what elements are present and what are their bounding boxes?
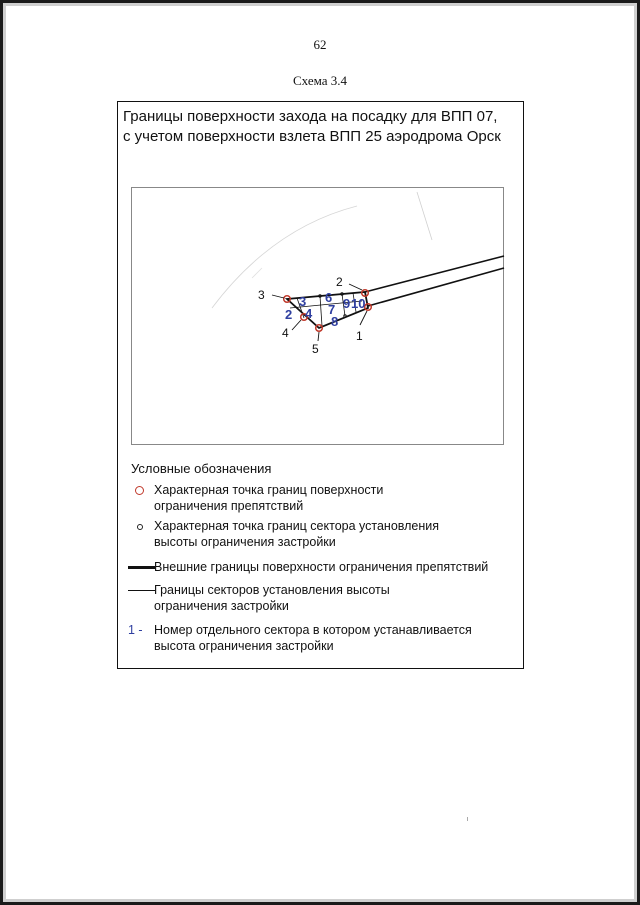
red-circle-icon <box>135 486 144 495</box>
point-label: 4 <box>282 326 289 340</box>
legend-item-label: Внешние границы поверхности ограничения препятствий <box>154 560 489 574</box>
point-label: 3 <box>258 288 265 302</box>
legend-item-label: Границы секторов установления высоты <box>154 583 390 597</box>
sector-number-label: 10 <box>351 296 366 311</box>
legend-item-label: Характерная точка границ поверхности <box>154 483 384 497</box>
point-label: 2 <box>336 275 343 289</box>
sector-number-label: 4 <box>305 306 313 321</box>
terrain-line <box>252 268 262 278</box>
sector-number-icon: 1 - <box>128 623 143 637</box>
legend-item-label: Характерная точка границ сектора установления <box>154 519 440 533</box>
legend-item-label: высоты ограничения застройки <box>154 535 336 549</box>
heading-line-1: Границы поверхности захода на посадку для ВПП 07, <box>123 108 498 125</box>
sector-number-label: 6 <box>325 290 333 305</box>
legend-item-sector-boundary <box>125 582 520 616</box>
legend-item-label: ограничения препятствий <box>154 499 304 513</box>
scheme-title: Схема 3.4 <box>292 73 348 88</box>
sector-number-label: 9 <box>343 296 351 311</box>
sector-line <box>320 296 322 326</box>
scheme-heading <box>123 107 518 147</box>
sector-number-label: 7 <box>328 302 336 317</box>
heading-line-2: с учетом поверхности взлета ВПП 25 аэродрома Орск <box>123 128 501 145</box>
leader-arrow <box>272 295 284 298</box>
point-label: 5 <box>312 342 319 356</box>
scan-mark <box>467 817 468 821</box>
legend-item-obstacle-point <box>125 482 520 516</box>
sector-number-label: 2 <box>285 307 293 322</box>
legend-item-sector-number <box>125 622 520 656</box>
map-panel <box>131 187 504 445</box>
terrain-line <box>212 206 357 308</box>
thin-line-icon <box>128 590 155 591</box>
leader-arrow <box>318 332 319 341</box>
legend-item-sector-point <box>125 518 520 552</box>
sector-number-label: 3 <box>299 294 307 309</box>
leader-arrow <box>292 320 301 330</box>
legend-item-label: ограничения застройки <box>154 599 289 613</box>
thick-line-icon <box>128 566 155 569</box>
legend-item-outer-boundary <box>125 559 520 577</box>
terrain-line <box>417 192 432 240</box>
legend-item-label: Номер отдельного сектора в котором устанавливается <box>154 623 472 637</box>
page-number: 62 <box>313 37 327 52</box>
map-drawing <box>132 188 505 446</box>
small-circle-icon <box>137 524 143 530</box>
leader-arrow <box>349 284 362 290</box>
legend-item-label: высота ограничения застройки <box>154 639 334 653</box>
legend-title: Условные обозначения <box>131 461 272 476</box>
point-label: 1 <box>356 329 363 343</box>
leader-arrow <box>360 311 367 325</box>
sector-number-label: 8 <box>331 314 339 329</box>
